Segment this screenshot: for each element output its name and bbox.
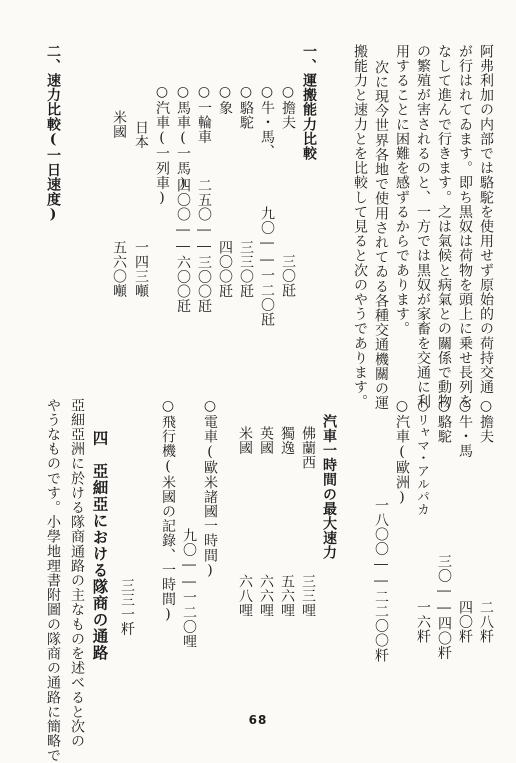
list-item-label: ○飛行機(米國の記錄、一時間) bbox=[160, 398, 176, 623]
list-item-label: ○象 bbox=[217, 84, 233, 116]
list-item-value: 三三一粁 bbox=[119, 578, 135, 637]
list-item-label: ○牛・馬 bbox=[457, 398, 473, 459]
sub-item-country: 日本 bbox=[133, 120, 149, 150]
paragraph-line: が行はれてゐます。即ち黒奴は荷物を頭上に乗せ長列を bbox=[457, 44, 473, 409]
list-item-label: ○擔夫 bbox=[280, 84, 296, 130]
list-item-label: ○リャマ・アルパカ bbox=[415, 398, 431, 516]
list-item-value: 四〇〇瓩 bbox=[217, 240, 233, 299]
list-item-label: ○電車(歐米諸國一時間) bbox=[202, 398, 218, 580]
sub-item-value: 一四三噸 bbox=[133, 240, 149, 299]
section-heading: 一、運搬能力比較 bbox=[301, 44, 317, 161]
list-item-label: ○馬車(一馬) bbox=[175, 84, 191, 193]
list-item-value: 九〇――一二〇瓩 bbox=[259, 206, 275, 327]
table-row-country: 佛蘭西 bbox=[300, 426, 316, 470]
list-item-value: 一八〇〇――二二〇〇粁 bbox=[373, 498, 389, 663]
paragraph-line: 用することに困難を感ずるからであります。 bbox=[394, 44, 410, 336]
table-row-value: 六六哩 bbox=[258, 574, 274, 618]
sub-item-value: 五六〇噸 bbox=[111, 240, 127, 299]
list-item-value: 四〇〇――六〇〇瓩 bbox=[175, 178, 191, 314]
list-item-label: ○駱駝 bbox=[436, 398, 452, 444]
list-item-label: ○駱駝 bbox=[238, 84, 254, 130]
list-item-value: 三三〇瓩 bbox=[238, 240, 254, 299]
list-item-value: 九〇――一二〇哩 bbox=[181, 528, 197, 649]
list-item-label: ○擔夫 bbox=[478, 398, 494, 444]
list-item-label: ○汽車(歐洲) bbox=[394, 398, 410, 507]
paragraph-line: 阿弗利加の内部では駱駝を使用せず原始的の荷持交通 bbox=[478, 44, 494, 395]
paragraph-line: やうなものです。小學地理書附圖の隊商の通路に簡略で bbox=[45, 398, 61, 763]
list-item-value: 四〇粁 bbox=[457, 600, 473, 644]
paragraph-line: 亞細亞洲に於ける隊商通路の主なものを述べると次の bbox=[69, 398, 85, 749]
table-row-value: 三三哩 bbox=[300, 574, 316, 618]
list-item-value: 二五〇――三〇〇瓩 bbox=[196, 178, 212, 314]
list-item-value: 二八粁 bbox=[478, 600, 494, 644]
paragraph-line: 次に現今世界各地で使用されてゐる各種交通機關の運 bbox=[373, 60, 389, 411]
list-item-label: ○一輪車 bbox=[196, 84, 212, 145]
table-row-value: 五六哩 bbox=[279, 574, 295, 618]
table-row-value: 六八哩 bbox=[237, 574, 253, 618]
list-item-label: ○牛・馬、 bbox=[259, 84, 275, 159]
paragraph-line: なして進んで行きます。之は氣候と病氣との關係で動物 bbox=[436, 44, 452, 409]
list-item-value: 一六粁 bbox=[415, 600, 431, 644]
paragraph-line: 搬能力と速力とを比較して見ると次のやうであります。 bbox=[352, 44, 368, 409]
page-number: 68 bbox=[248, 713, 268, 727]
list-item-value: 三〇瓩 bbox=[280, 254, 296, 298]
list-item-value: 三〇――四〇粁 bbox=[436, 554, 452, 661]
table-row-country: 獨逸 bbox=[279, 426, 295, 456]
table-row-country: 英國 bbox=[258, 426, 274, 456]
section-heading: 四 亞細亞における隊商の通路 bbox=[90, 430, 110, 661]
paragraph-line: の繁殖が害されるのと、一方では黒奴が家畜を交通に利 bbox=[415, 44, 431, 409]
list-item-label: ○汽車(一列車) bbox=[154, 84, 170, 207]
table-row-country: 米國 bbox=[237, 426, 253, 456]
subsection-heading: 汽車一時間の最大速力 bbox=[321, 414, 337, 560]
section-heading: 二、速力比較(一日速度) bbox=[45, 44, 61, 224]
sub-item-country: 米國 bbox=[111, 110, 127, 140]
